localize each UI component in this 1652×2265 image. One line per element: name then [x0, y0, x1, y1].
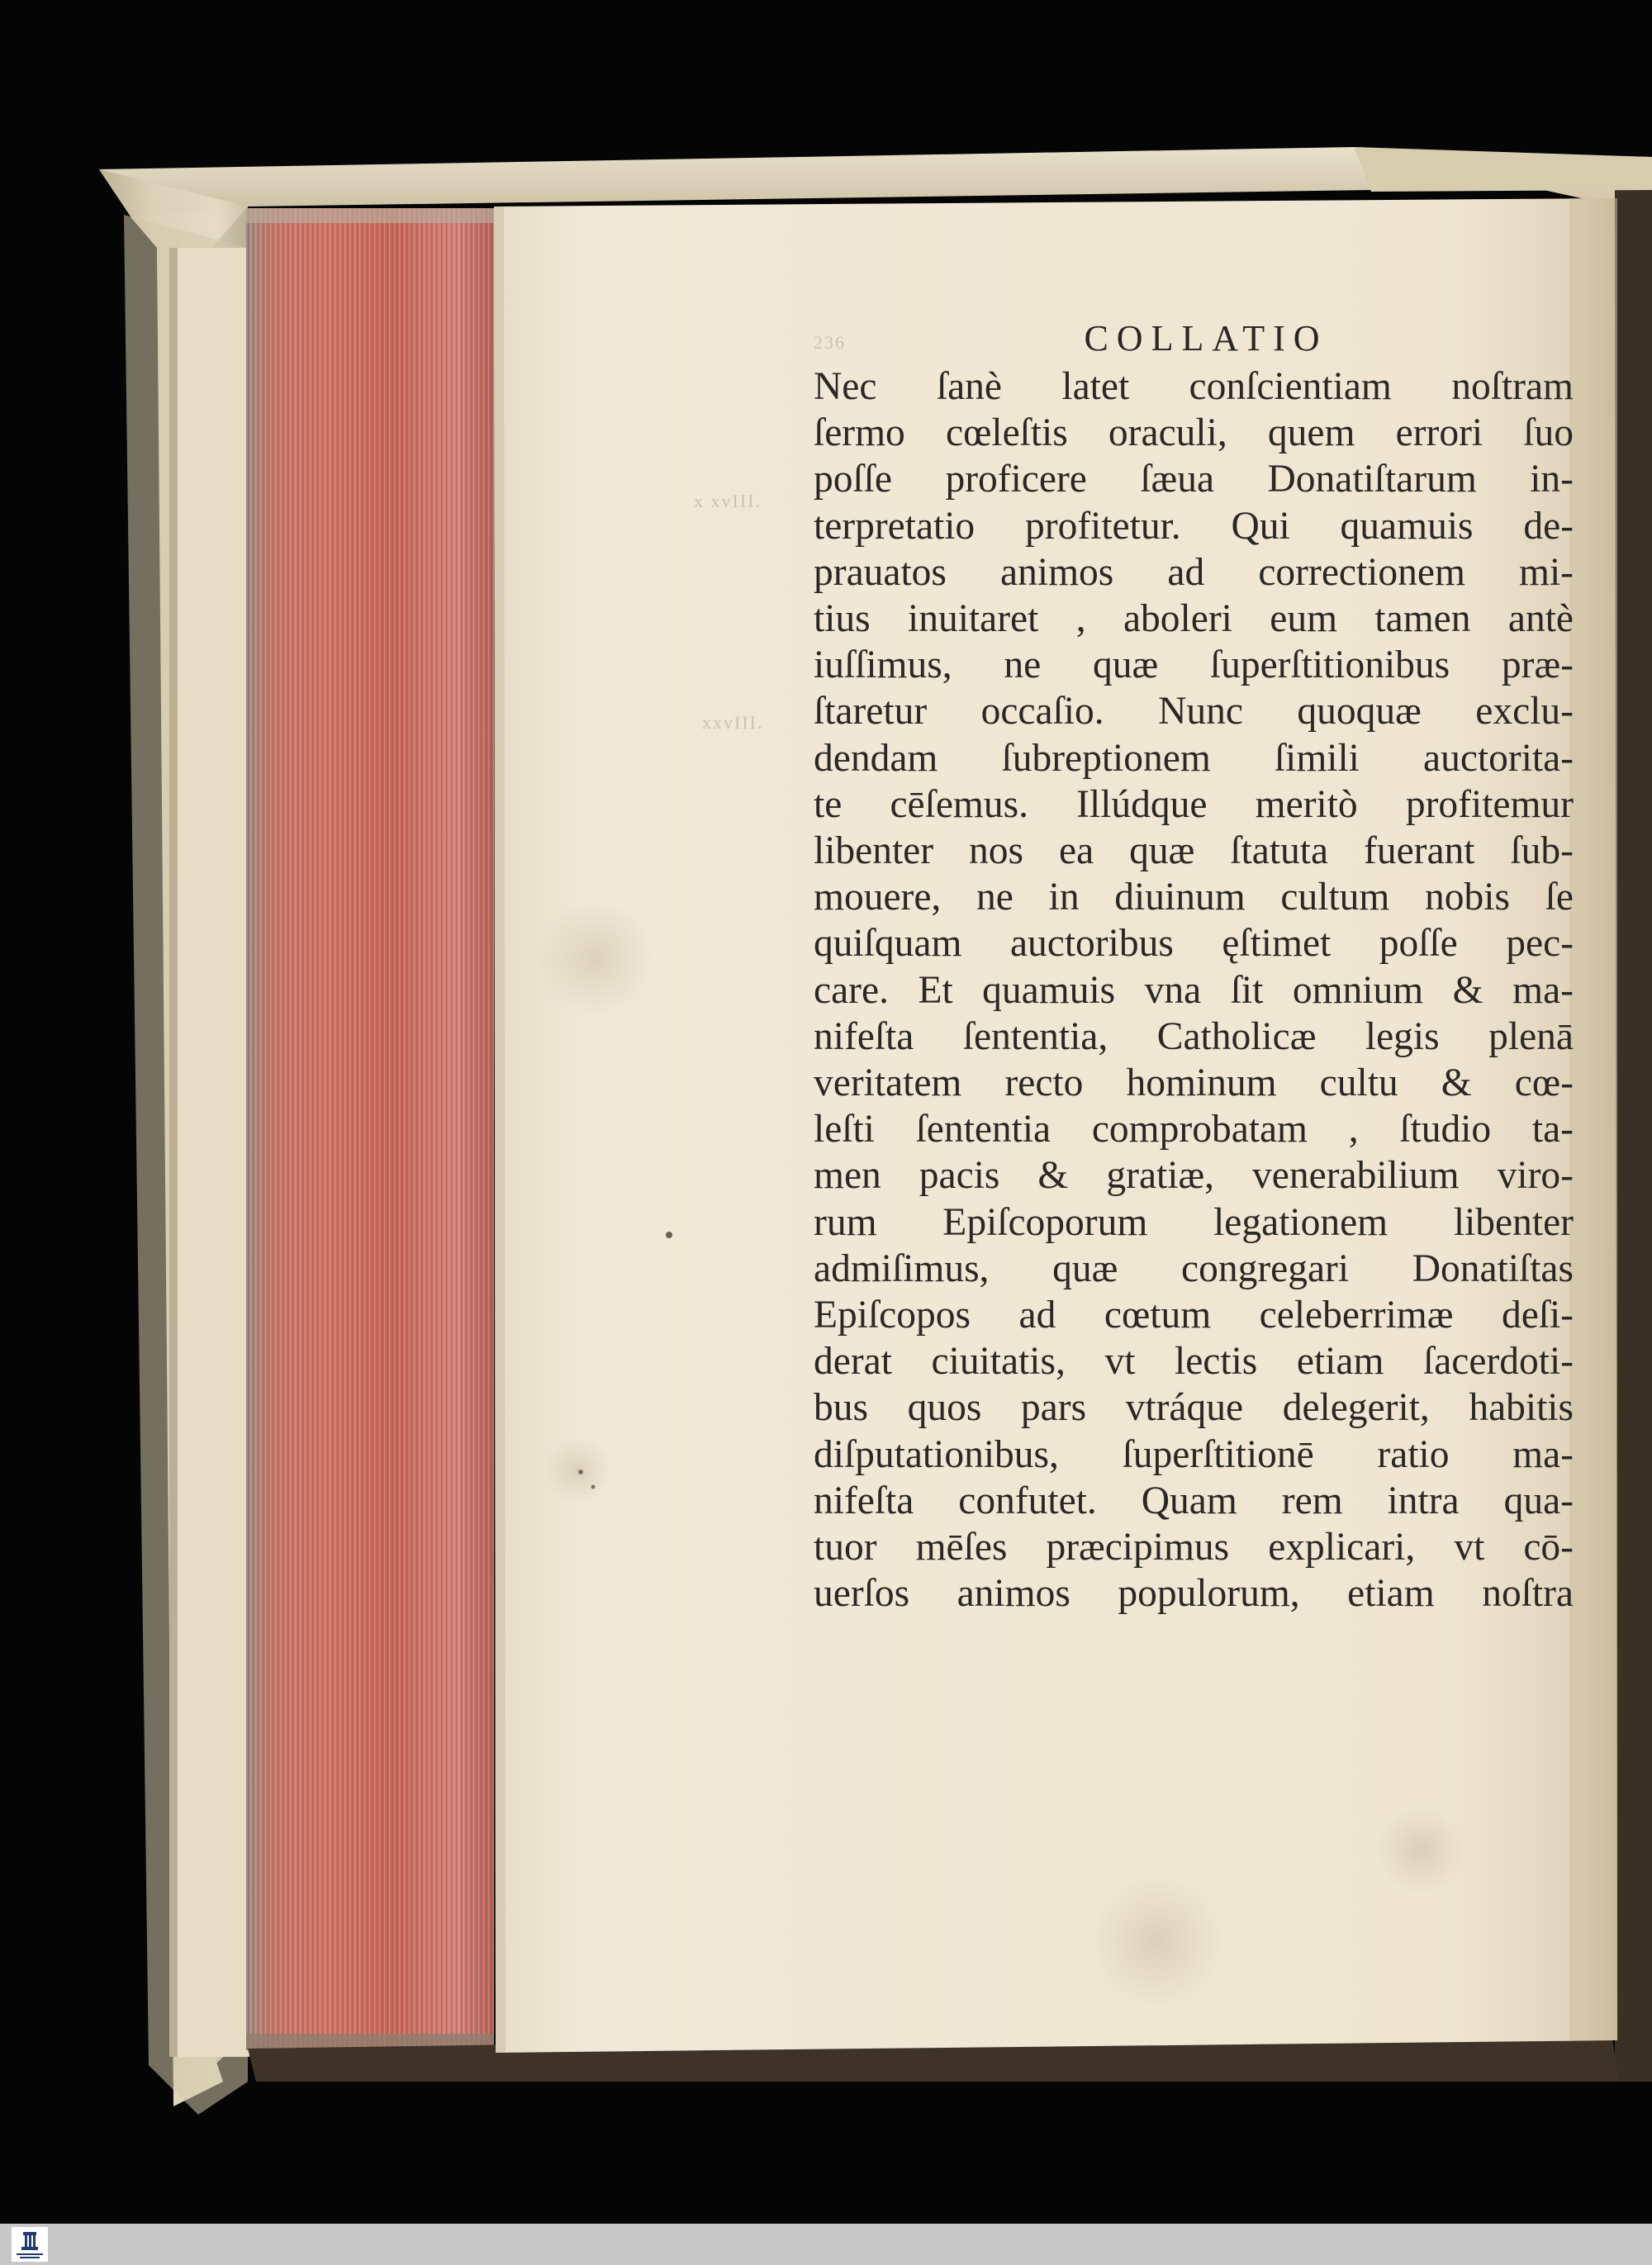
- text-line: iuſſimus, ne quæ ſuperſtitionibus præ-: [814, 643, 1574, 687]
- text-line: terpretatio profitetur. Qui quamuis de-: [814, 504, 1574, 548]
- text-line: diſputationibus, ſuperſtitionē ratio ma-: [814, 1432, 1574, 1476]
- text-line: veritatem recto hominum cultu & cœ-: [814, 1061, 1574, 1105]
- text-line: poſſe proficere ſæua Donatiſtarum in-: [814, 458, 1574, 501]
- text-line: tuor mēſes præcipimus explicari, vt cō-: [814, 1526, 1574, 1569]
- margin-mark: xxvIII.: [702, 712, 764, 733]
- margin-mark: x xvIII.: [694, 491, 762, 511]
- text-line: te cēſemus. Illúdque meritò profitemur: [814, 782, 1574, 826]
- text-line: bus quos pars vtráque delegerit, habitis: [814, 1386, 1574, 1430]
- text-line: rum Epiſcoporum legationem libenter: [814, 1200, 1574, 1244]
- text-line: dendam ſubreptionem ſimili auctorita-: [814, 736, 1574, 780]
- text-line: quiſquam auctoribus ęſtimet poſſe pec-: [814, 922, 1574, 966]
- text-line: nifeſta confutet. Quam rem intra qua-: [814, 1479, 1574, 1522]
- text-line: prauatos animos ad correctionem mi-: [814, 550, 1574, 594]
- viewer-footer-bar: [0, 2224, 1652, 2265]
- text-line: uerſos animos populorum, etiam noſtra: [814, 1572, 1574, 1616]
- library-logo-icon[interactable]: [12, 2227, 48, 2262]
- text-line: nifeſta ſententia, Catholicæ legis plenā: [814, 1014, 1574, 1058]
- text-line: tius inuitaret , aboleri eum tamen antè: [814, 597, 1574, 641]
- text-line: derat ciuitatis, vt lectis etiam ſacerdoti-: [814, 1340, 1574, 1384]
- text-line: ſtaretur occaſio. Nunc quoquæ exclu-: [814, 690, 1574, 734]
- text-line: libenter nos ea quæ ſtatuta fuerant ſub-: [814, 829, 1574, 873]
- text-line: men pacis & gratiæ, venerabilium viro-: [814, 1154, 1574, 1198]
- text-line: leſti ſententia comprobatam , ſtudio ta-: [814, 1108, 1574, 1151]
- running-head: COLLATIO: [1084, 318, 1328, 359]
- text-line: care. Et quamuis vna ſit omnium & ma-: [814, 968, 1574, 1012]
- text-line: ſermo cœleſtis oraculi, quem errori ſuo: [814, 411, 1574, 455]
- text-line: Nec ſanè latet conſcientiam noſtram: [814, 365, 1574, 408]
- text-line: mouere, ne in diuinum cultum nobis ſe: [814, 876, 1574, 919]
- text-line: Epiſcopos ad cœtum celeberrimæ deſi-: [814, 1294, 1574, 1337]
- page-number-ghost: 236: [814, 332, 846, 353]
- text-line: admiſimus, quæ congregari Donatiſtas: [814, 1246, 1574, 1290]
